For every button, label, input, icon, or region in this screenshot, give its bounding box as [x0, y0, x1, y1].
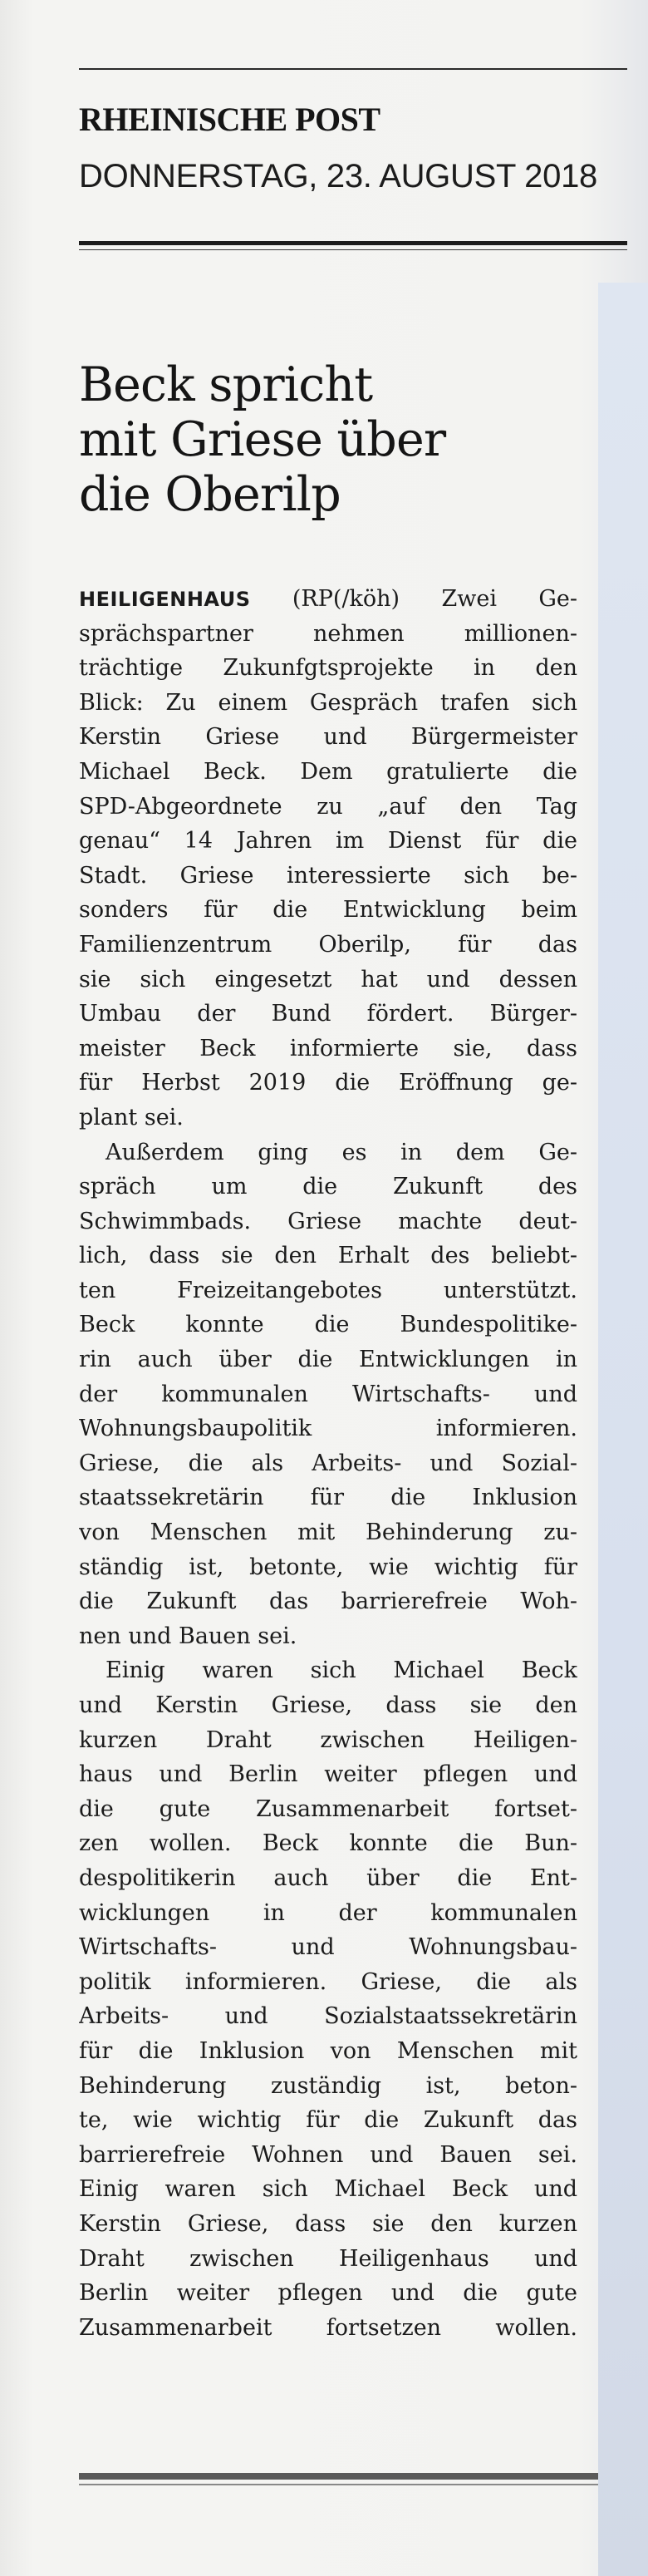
- article-line: Wohnungsbaupolitik informieren.: [79, 1416, 577, 1442]
- article-line: und Kerstin Griese, dass sie den: [79, 1692, 577, 1718]
- article-line: Blick: Zu einem Gespräch trafen sich: [79, 689, 577, 716]
- headline-line: mit Griese über: [79, 412, 446, 467]
- article-line: zen wollen. Beck konnte die Bun-: [79, 1830, 577, 1857]
- article-line-text: (RP(/köh) Zwei Ge-: [250, 586, 577, 612]
- article-line: plant sei.: [79, 1104, 184, 1130]
- article-line: Stadt. Griese interessierte sich be-: [79, 862, 577, 889]
- headline-line: Beck spricht: [79, 357, 373, 412]
- article-line: sprächspartner nehmen millionen-: [79, 620, 577, 647]
- article-line: despolitikerin auch über die Ent-: [79, 1864, 577, 1891]
- article-line: Beck konnte die Bundespolitike-: [79, 1312, 577, 1338]
- article-line: spräch um die Zukunft des: [79, 1174, 577, 1200]
- article-line: [79, 582, 577, 617]
- article-line: Einig waren sich Michael Beck und: [79, 2176, 577, 2203]
- article-line: für Herbst 2019 die Eröffnung ge-: [79, 1070, 577, 1096]
- article-line: die Zukunft das barrierefreie Woh-: [79, 1588, 577, 1615]
- bottom-rule-thin: [79, 2484, 598, 2485]
- article-line: Arbeits- und Sozialstaatssekretärin: [79, 2003, 577, 2030]
- article-line: Behinderung zuständig ist, beton-: [79, 2072, 577, 2099]
- article-line: Schwimmbads. Griese machte deut-: [79, 1208, 577, 1234]
- headline-line: die Oberilp: [79, 467, 341, 522]
- article-line: sie sich eingesetzt hat und dessen: [79, 966, 577, 992]
- article-line: Michael Beck. Dem gratulierte die: [79, 758, 577, 785]
- article-line: trächtige Zukunfgtsprojekte in den: [79, 655, 577, 682]
- article-line: Berlin weiter pflegen und die gute: [79, 2280, 577, 2307]
- article-line: ständig ist, betonte, wie wichtig für: [79, 1554, 577, 1580]
- article-line: politik informieren. Griese, die als: [79, 1968, 577, 1995]
- top-rule: [79, 68, 627, 70]
- article-line: haus und Berlin weiter pflegen und: [79, 1761, 577, 1788]
- article-line: von Menschen mit Behinderung zu-: [79, 1519, 577, 1546]
- headline: [79, 357, 577, 522]
- article-line: lich, dass sie den Erhalt des beliebt-: [79, 1243, 577, 1269]
- article-line: Außerdem ging es in dem Ge-: [106, 1139, 577, 1165]
- article-line: rin auch über die Entwicklungen in: [79, 1347, 577, 1373]
- article-line: Kerstin Griese, dass sie den kurzen: [79, 2210, 577, 2237]
- article-line: der kommunalen Wirtschafts- und: [79, 1381, 577, 1407]
- header-rule-thick: [79, 241, 627, 245]
- article-line: nen und Bauen sei.: [79, 1623, 297, 1649]
- article-line: Familienzentrum Oberilp, für das: [79, 931, 577, 958]
- article-line: genau“ 14 Jahren im Dienst für die: [79, 828, 577, 855]
- article-line: Einig waren sich Michael Beck: [106, 1657, 577, 1684]
- article-line: Griese, die als Arbeits- und Sozial-: [79, 1450, 577, 1476]
- article-line: te, wie wichtig für die Zukunft das: [79, 2107, 577, 2134]
- article-line: Kerstin Griese und Bürgermeister: [79, 724, 577, 751]
- article-line: meister Beck informierte sie, dass: [79, 1035, 577, 1061]
- article-line: barrierefreie Wohnen und Bauen sei.: [79, 2141, 577, 2168]
- dateline-kicker: HEILIGENHAUS: [79, 588, 251, 611]
- article-line: kurzen Draht zwischen Heiligen-: [79, 1726, 577, 1753]
- article-line: Zusammenarbeit fortsetzen wollen.: [79, 2314, 577, 2341]
- article-line: sonders für die Entwicklung beim: [79, 897, 577, 924]
- masthead: RHEINISCHE POST: [79, 101, 380, 138]
- adjacent-page-edge: [598, 283, 648, 2576]
- bottom-rule-thick: [79, 2473, 598, 2480]
- article-line: Umbau der Bund fördert. Bürger-: [79, 1001, 577, 1027]
- article-line: staatssekretärin für die Inklusion: [79, 1485, 577, 1511]
- article-line: wicklungen in der kommunalen: [79, 1899, 577, 1926]
- article-body: [79, 582, 577, 2345]
- article-line: SPD-Abgeordnete zu „auf den Tag: [79, 793, 577, 820]
- article-line: für die Inklusion von Menschen mit: [79, 2037, 577, 2064]
- article-line: die gute Zusammenarbeit fortset-: [79, 1795, 577, 1822]
- article-line: Wirtschafts- und Wohnungsbau-: [79, 1934, 577, 1961]
- article-line: Draht zwischen Heiligenhaus und: [79, 2245, 577, 2272]
- dateline: DONNERSTAG, 23. AUGUST 2018: [79, 158, 597, 195]
- header-rule-thin: [79, 249, 627, 250]
- article-line: ten Freizeitangebotes unterstützt.: [79, 1277, 577, 1303]
